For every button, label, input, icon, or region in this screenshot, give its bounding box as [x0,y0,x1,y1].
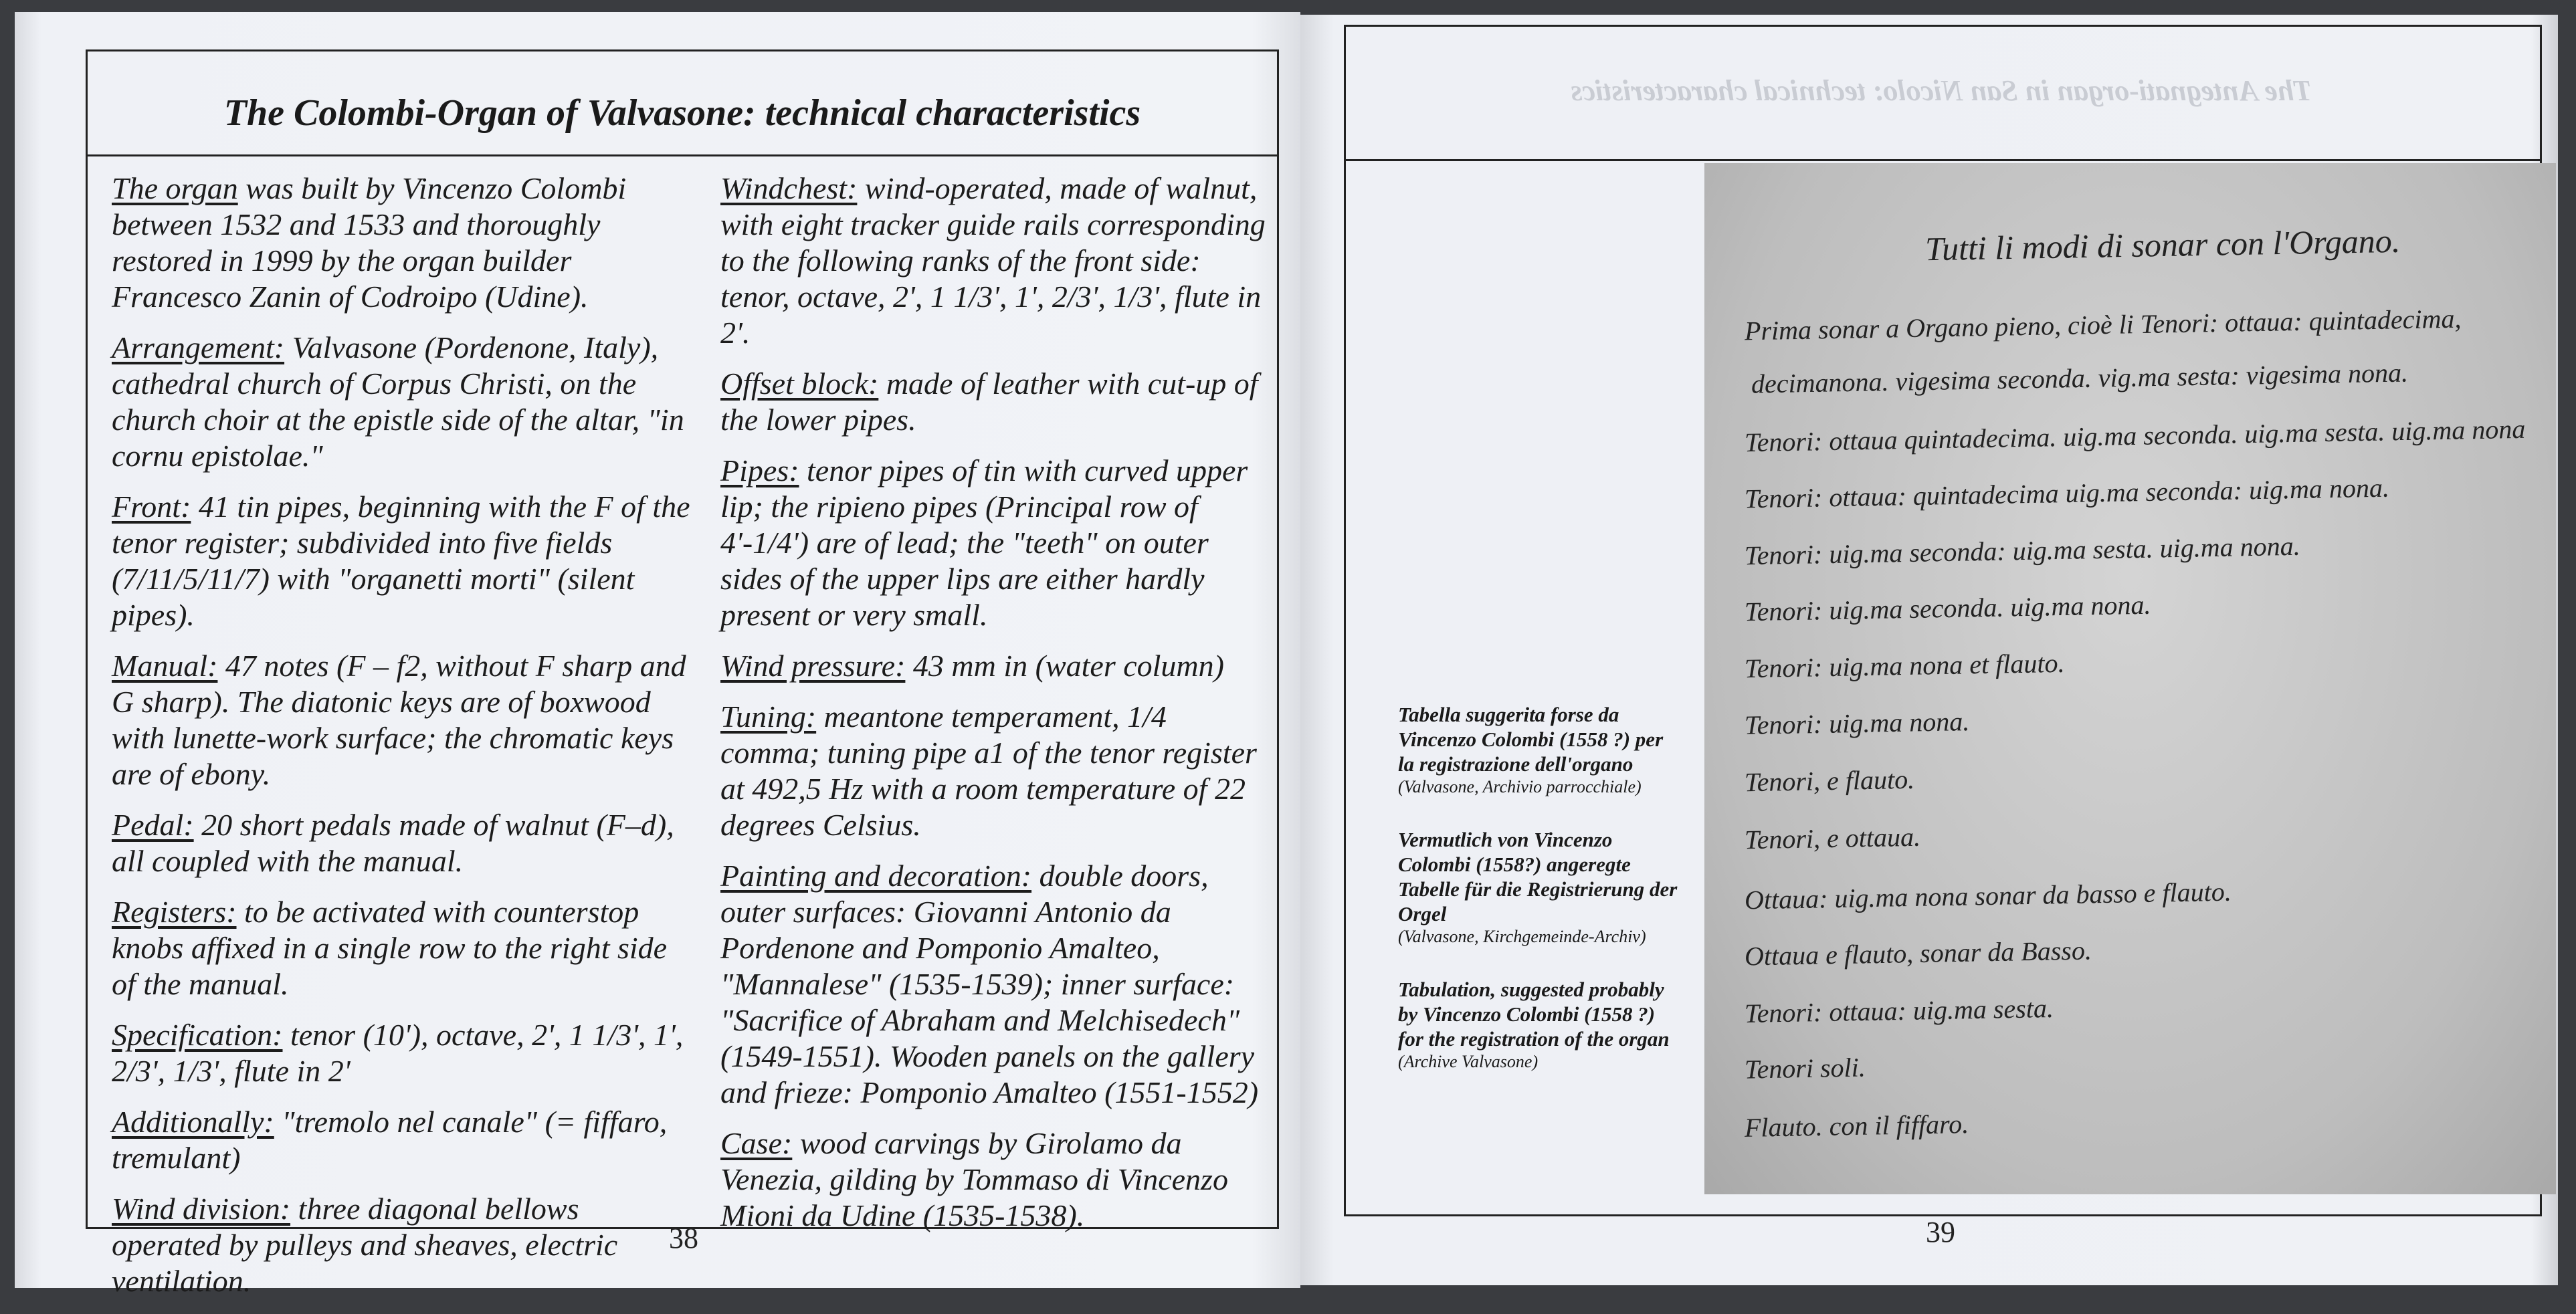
figure-captions [1398,702,1679,1102]
spec-paragraph [112,894,694,1002]
manuscript-line: Tenori: ottaua: uig.ma sesta. [1744,992,2054,1029]
spec-paragraph [720,366,1269,438]
spec-label: Offset block: [720,366,879,401]
manuscript-line: Prima sonar a Organo pieno, cioè li Tenori: ottaua: quintadecima, [1744,303,2462,346]
spec-paragraph [720,453,1269,633]
caption-text: Vermutlich von Vincenzo Colombi (1558?) angeregte Tabelle für die Registrierung der Orgel [1398,828,1678,925]
spec-paragraph [720,648,1269,684]
text-column-left [112,171,694,1314]
spec-paragraph [720,699,1269,843]
spec-label: Front: [112,489,191,524]
caption-block [1398,702,1679,798]
spec-text: was built by Vincenzo Colombi between 1532 and 1533 and thoroughly restored in 1999 by the organ builder Francesco Zanin of Codroipo (Udine). [112,171,627,314]
manuscript-line: Tenori: uig.ma seconda. uig.ma nona. [1744,589,2151,627]
spec-label: Wind division: [112,1192,291,1226]
manuscript-line: Ottaua e flauto, sonar da Basso. [1744,935,2092,972]
spec-paragraph [112,1104,694,1176]
spec-text: "tremolo nel canale" (= fiffaro, tremulant) [112,1105,668,1175]
manuscript-line: Tenori: ottaua quintadecima. uig.ma seconda. uig.ma sesta. uig.ma nona [1744,413,2526,458]
spec-paragraph [720,1125,1269,1234]
spec-text: wind-operated, made of walnut, with eight tracker guide rails corresponding to the following ranks of the front side: tenor, octave, 2', 1 1/3', 1', 2/3', 1/3', flute in 2'. [720,171,1266,350]
spec-text: 41 tin pipes, beginning with the F of the tenor register; subdivided into five fields (7/11/5/11/7) with "organetti morti" (silent pipes). [112,489,690,632]
page-number: 38 [669,1222,698,1254]
caption-text: Tabella suggerita forse da Vincenzo Colombi (1558 ?) per la registrazione dell'organo [1398,703,1664,776]
spec-text: meantone temperament, 1/4 comma; tuning pipe a1 of the tenor register at 492,5 Hz with a room temperature of 22 degrees Celsius. [720,699,1257,842]
spec-paragraph [112,330,694,474]
manuscript-line: Tenori: uig.ma nona. [1744,706,1970,740]
page-number: 39 [1926,1216,1955,1248]
spec-label: Arrangement: [112,330,285,364]
spec-label: Tuning: [720,699,817,734]
manuscript-line: Tenori, e ottaua. [1744,821,1921,855]
right-page [1300,15,2558,1285]
spec-paragraph [720,171,1269,351]
manuscript-line: Ottaua: uig.ma nona sonar da basso e flauto. [1744,876,2232,915]
caption-block [1398,827,1679,948]
spec-paragraph [112,489,694,633]
spec-paragraph [720,858,1269,1111]
manuscript-line: decimanona. vigesima seconda. vig.ma sesta: vigesima nona. [1751,357,2409,399]
manuscript-line: Tenori: ottaua: quintadecima uig.ma seconda: uig.ma nona. [1744,472,2390,514]
spec-label: Wind pressure: [720,649,906,683]
bleed-through-title: The Antegnati-organ in San Nicolo: technical characteristics [1570,74,2312,107]
text-column-right [720,171,1269,1248]
spec-text: 20 short pedals made of walnut (F–d), all coupled with the manual. [112,808,674,878]
spec-text: Valvasone (Pordenone, Italy), cathedral church of Corpus Christi, on the church choir at the epistle side of the altar, "in cornu epistolae." [112,330,684,473]
caption-source: (Archive Valvasone) [1398,1052,1539,1071]
manuscript-line: Tenori, e flauto. [1744,764,1915,798]
spec-paragraph [112,648,694,792]
spec-text: made of leather with cut-up of the lower pipes. [720,366,1258,437]
spec-text: wood carvings by Girolamo da Venezia, gilding by Tommaso di Vincenzo Mioni da Udine (1535-1538). [720,1126,1228,1232]
spec-label: Case: [720,1126,793,1160]
caption-block [1398,977,1679,1073]
spec-label: The organ [112,171,238,205]
spec-label: Pedal: [112,808,194,842]
page-title: The Colombi-Organ of Valvasone: technical characteristics [223,92,1141,134]
spec-text: tenor (10'), octave, 2', 1 1/3', 1', 2/3', 1/3', flute in 2' [112,1018,684,1088]
caption-source: (Valvasone, Archivio parrocchiale) [1398,777,1642,796]
spec-paragraph [112,807,694,879]
spec-paragraph [112,1017,694,1089]
manuscript-line: Tenori: uig.ma nona et flauto. [1744,647,2065,684]
spec-paragraph [112,171,694,315]
manuscript-line: Tenori: uig.ma seconda: uig.ma sesta. uig.ma nona. [1744,530,2301,571]
caption-text: Tabulation, suggested probably by Vincenzo Colombi (1558 ?) for the registration of the organ [1398,978,1670,1051]
spec-text: 43 mm in (water column) [905,649,1224,683]
right-page-frame [1344,25,2542,1216]
left-page-frame [86,49,1279,1298]
spec-label: Registers: [112,895,237,929]
manuscript-image [1704,163,2556,1194]
left-page [15,12,1300,1298]
spec-label: Manual: [112,649,218,683]
spec-text: three diagonal bellows operated by pulleys and sheaves, electric ventilation. [112,1192,618,1298]
manuscript-line: Tutti li modi di sonar con l'Organo. [1924,221,2401,268]
spec-text: to be activated with counterstop knobs affixed in a single row to the right side of the manual. [112,895,668,1001]
title-divider [88,154,1277,156]
spec-label: Pipes: [720,453,799,487]
spec-label: Windchest: [720,171,858,205]
manuscript-line: Flauto. con il fiffaro. [1744,1109,1969,1143]
spec-paragraph [112,1191,694,1299]
spec-text: 47 notes (F – f2, without F sharp and G sharp). The diatonic keys are of boxwood with lunette-work surface; the chromatic keys are of ebony. [112,649,686,791]
spec-label: Additionally: [112,1105,274,1139]
spec-label: Painting and decoration: [720,859,1032,893]
manuscript-line: Tenori soli. [1744,1052,1866,1085]
spec-label: Specification: [112,1018,283,1052]
caption-source: (Valvasone, Kirchgemeinde-Archiv) [1398,927,1646,946]
spec-text: double doors, outer surfaces: Giovanni Antonio da Pordenone and Pomponio Amalteo, "Mannalese" (1535-1539); inner surface: "Sacrifice of Abraham and Melchisedech" (1549-1551). Wooden panels on the gallery and frieze: Pomponio Amalteo (1551-1552) [720,859,1259,1109]
spec-text: tenor pipes of tin with curved upper lip; the ripieno pipes (Principal row of 4'-1/4') are of lead; the "teeth" on outer sides of the upper lips are either hardly present or very small. [720,453,1248,632]
header-divider [1346,159,2540,161]
